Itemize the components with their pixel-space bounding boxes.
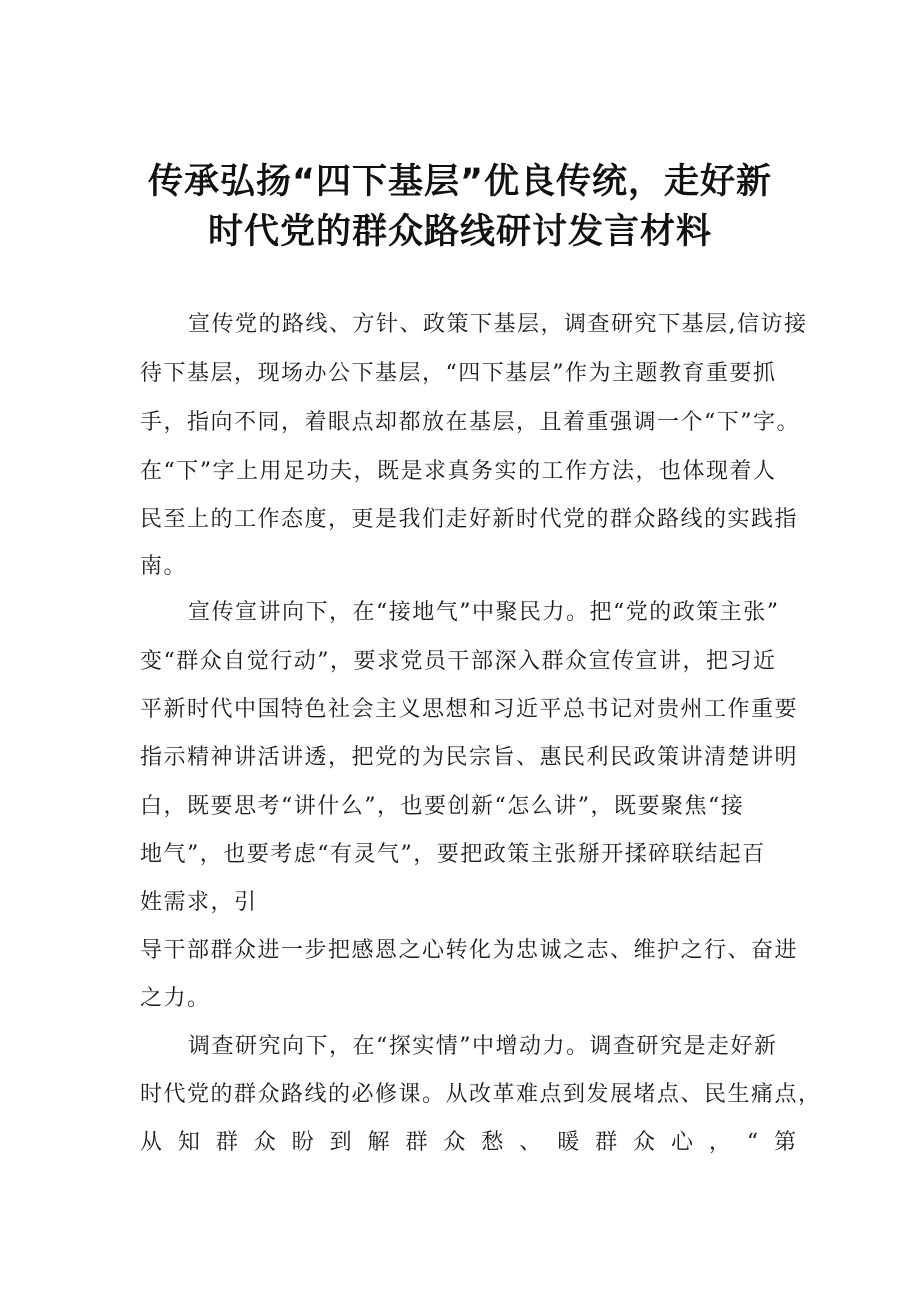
body-line: 南。 bbox=[140, 554, 188, 579]
document-title-line-2: 时代党的群众路线研讨发言材料 bbox=[207, 212, 712, 252]
body-line: 姓需求，引 bbox=[140, 890, 258, 915]
body-line: 平新时代中国特色社会主义思想和习近平总书记对贵州工作重要 bbox=[140, 697, 799, 722]
body-line: 导干部群众进一步把感恩之心转化为忠诚之志、维护之行、奋进 bbox=[140, 938, 799, 963]
body-line: 从知群众盼到解群众愁、暖群众心，“第 bbox=[140, 1130, 796, 1155]
body-line: 变“群众自觉行动”，要求党员干部深入群众宣传宣讲，把习近 bbox=[140, 649, 777, 674]
body-line: 白，既要思考“讲什么”，也要创新“怎么讲”，既要聚焦“接 bbox=[140, 794, 745, 819]
body-line: 时代党的群众路线的必修课。从改革难点到发展堵点、民生痛点， bbox=[140, 1082, 822, 1107]
body-line: 之力。 bbox=[140, 986, 211, 1011]
body-line: 在“下”字上用足功夫，既是求真务实的工作方法，也体现着人 bbox=[140, 459, 777, 484]
document-title-line-1: 传承弘扬“四下基层”优良传统，走好新 bbox=[147, 162, 772, 202]
body-line: 指示精神讲活讲透，把党的为民宗旨、惠民利民政策讲清楚讲明 bbox=[140, 745, 799, 770]
body-line: 宣传宣讲向下，在“接地气”中聚民力。把“党的政策主张” bbox=[188, 600, 780, 625]
body-line: 宣传党的路线、方针、政策下基层，调查研究下基层,信访接 bbox=[188, 312, 808, 337]
body-line: 待下基层，现场办公下基层，“四下基层”作为主题教育重要抓 bbox=[140, 361, 777, 386]
body-line: 地气”，也要考虑“有灵气”，要把政策主张掰开揉碎联结起百 bbox=[140, 842, 766, 867]
body-line: 手，指向不同，着眼点却都放在基层，且着重强调一个“下”字。 bbox=[140, 410, 800, 435]
body-line: 调查研究向下，在“探实情”中增动力。调查研究是走好新 bbox=[188, 1034, 778, 1059]
body-line: 民至上的工作态度，更是我们走好新时代党的群众路线的实践指 bbox=[140, 507, 799, 532]
